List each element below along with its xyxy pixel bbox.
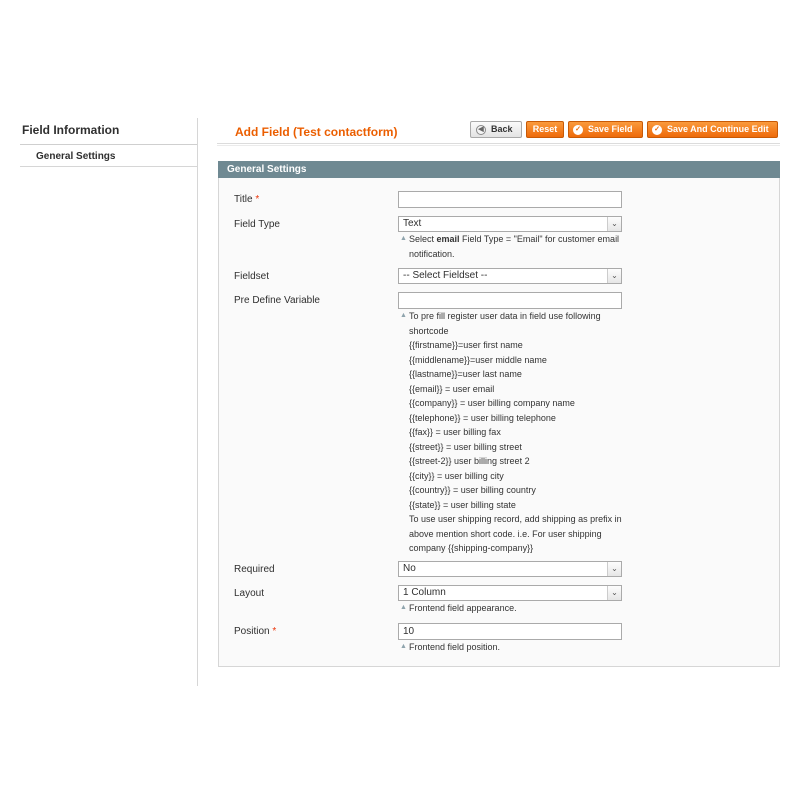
position-input[interactable] xyxy=(398,623,622,640)
note-line: {{lastname}}=user last name xyxy=(409,369,522,379)
layout-note xyxy=(400,601,626,616)
page-title: Add Field (Test contactform) xyxy=(235,125,398,139)
note-line: To pre fill register user data in field use following xyxy=(409,311,601,321)
field-type-note-post: Field Type = "Email" for customer email notification. xyxy=(409,234,620,259)
field-type-select[interactable] xyxy=(398,216,622,232)
required-value: No xyxy=(403,563,416,574)
layout-select[interactable] xyxy=(398,585,622,601)
fieldset-label: Fieldset xyxy=(234,271,270,282)
tab-general-settings[interactable]: General Settings xyxy=(20,145,197,167)
fieldset-select[interactable] xyxy=(398,268,622,284)
check-icon: ✓ xyxy=(573,125,583,135)
field-type-note-pre: Select xyxy=(409,234,437,244)
fieldset-value: -- Select Fieldset -- xyxy=(403,270,488,281)
title-input[interactable] xyxy=(398,191,622,208)
chevron-down-icon: ⌄ xyxy=(607,217,621,231)
note-line: {{firstname}}=user first name xyxy=(409,340,523,350)
sidebar xyxy=(20,118,198,686)
sidebar-title: Field Information xyxy=(20,118,197,145)
pre-define-variable-input[interactable] xyxy=(398,292,622,309)
header-divider xyxy=(217,143,780,144)
title-label xyxy=(234,194,259,205)
back-button-label: Back xyxy=(491,124,513,134)
back-button[interactable] xyxy=(470,121,522,138)
required-marker: * xyxy=(255,194,260,205)
pre-define-variable-note xyxy=(400,309,626,556)
triangle-up-icon: ▲ xyxy=(400,643,407,650)
triangle-up-icon: ▲ xyxy=(400,312,407,319)
note-line: shortcode xyxy=(409,325,449,336)
layout-label: Layout xyxy=(234,588,265,599)
pre-define-variable-label: Pre Define Variable xyxy=(234,295,320,306)
field-type-label: Field Type xyxy=(234,219,280,230)
field-type-note xyxy=(400,232,626,261)
note-line: company {{shipping-company}} xyxy=(409,543,534,553)
position-note xyxy=(400,640,626,655)
chevron-down-icon: ⌄ xyxy=(607,562,621,576)
save-field-button[interactable] xyxy=(568,121,643,138)
note-line: To use user shipping record, add shipping as prefix in xyxy=(409,514,622,524)
field-type-value: Text xyxy=(403,218,422,229)
note-line: {{telephone}} = user billing telephone xyxy=(409,412,556,423)
save-and-continue-button[interactable] xyxy=(647,121,778,138)
position-note-text: Frontend field position. xyxy=(409,642,501,652)
required-marker: * xyxy=(272,626,277,637)
save-and-continue-button-label: Save And Continue Edit xyxy=(667,124,769,134)
chevron-down-icon: ⌄ xyxy=(607,586,621,600)
reset-button[interactable] xyxy=(526,121,564,138)
required-select[interactable] xyxy=(398,561,622,577)
note-line: above mention short code. i.e. For user shipping xyxy=(409,528,602,539)
header-divider-shadow xyxy=(217,145,780,146)
check-icon: ✓ xyxy=(652,125,662,135)
field-type-note-bold: email xyxy=(436,234,460,244)
note-line: {{street}} = user billing street xyxy=(409,441,522,452)
title-label-text: Title xyxy=(234,194,253,205)
note-line: {{email}} = user email xyxy=(409,383,495,394)
chevron-down-icon: ⌄ xyxy=(607,269,621,283)
position-label xyxy=(234,626,276,637)
note-line: {{country}} = user billing country xyxy=(409,485,536,495)
note-line: {{company}} = user billing company name xyxy=(409,398,575,408)
position-label-text: Position xyxy=(234,626,270,637)
note-line: {{city}} = user billing city xyxy=(409,470,504,481)
note-line: {{street-2}} user billing street 2 xyxy=(409,456,530,466)
note-line: {{fax}} = user billing fax xyxy=(409,427,501,437)
save-field-button-label: Save Field xyxy=(588,124,633,134)
reset-button-label: Reset xyxy=(532,124,558,134)
layout-note-text: Frontend field appearance. xyxy=(409,603,517,613)
layout-value: 1 Column xyxy=(403,587,446,598)
triangle-up-icon: ▲ xyxy=(400,235,407,242)
required-label: Required xyxy=(234,564,275,575)
back-arrow-icon: ◀ xyxy=(476,125,486,135)
note-line: {{middlename}}=user middle name xyxy=(409,354,547,365)
note-line: {{state}} = user billing state xyxy=(409,499,516,510)
section-header: General Settings xyxy=(218,161,780,178)
triangle-up-icon: ▲ xyxy=(400,604,407,611)
